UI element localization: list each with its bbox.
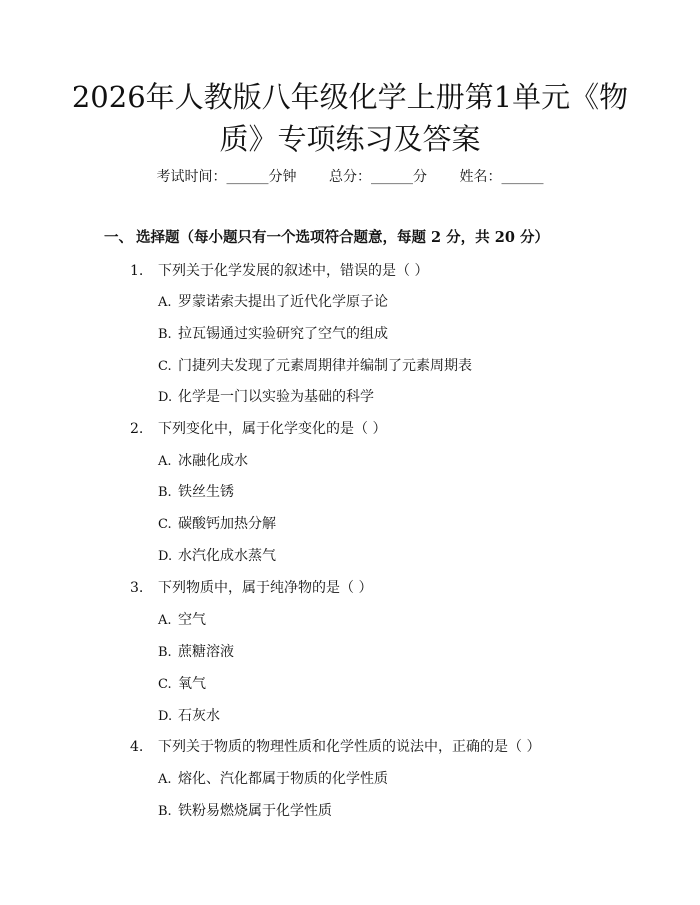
option-1c [158, 356, 472, 377]
section-title: 选择题（每小题只有一个选项符合题意，每题 2 分，共 20 分） [136, 229, 549, 246]
question-number: 4. [130, 739, 144, 755]
option-letter: A. [158, 454, 172, 469]
option-letter: D. [158, 549, 173, 564]
option-letter: B. [158, 804, 172, 819]
option-letter: C. [158, 359, 172, 374]
question-3 [130, 578, 372, 598]
option-letter: A. [158, 295, 172, 310]
option-text: 蔗糖溶液 [178, 644, 234, 660]
document-title [40, 76, 660, 160]
option-letter: D. [158, 390, 173, 405]
title-line-2: 质》专项练习及答案 [219, 122, 481, 156]
option-letter: C. [158, 677, 172, 692]
option-text: 氧气 [178, 676, 206, 692]
option-3b [158, 642, 234, 663]
option-text: 铁粉易燃烧属于化学性质 [178, 803, 332, 819]
question-2 [130, 419, 386, 439]
question-number: 1. [130, 263, 144, 279]
option-3d [158, 706, 220, 727]
question-text: 下列关于物质的物理性质和化学性质的说法中，正确的是（ ） [158, 739, 541, 755]
option-letter: A. [158, 613, 172, 628]
option-text: 熔化、汽化都属于物质的化学性质 [178, 771, 388, 787]
question-4 [130, 737, 540, 757]
option-1b [158, 324, 388, 345]
exam-name: 姓名：______ [459, 169, 544, 185]
option-text: 冰融化成水 [178, 453, 248, 469]
option-letter: B. [158, 485, 172, 500]
option-text: 罗蒙诺索夫提出了近代化学原子论 [178, 294, 388, 310]
exam-time: 考试时间：______分钟 [156, 169, 297, 185]
option-2c [158, 514, 276, 535]
question-number: 2. [130, 421, 144, 437]
question-1 [130, 261, 428, 281]
option-2a [158, 451, 248, 472]
option-text: 石灰水 [178, 708, 220, 724]
option-text: 门捷列夫发现了元素周期律并编制了元素周期表 [178, 358, 472, 374]
option-1a [158, 292, 388, 313]
option-2d [158, 546, 276, 567]
section-heading [104, 228, 549, 248]
option-text: 化学是一门以实验为基础的科学 [178, 389, 374, 405]
option-text: 拉瓦锡通过实验研究了空气的组成 [178, 326, 388, 342]
title-line-1: 2026年人教版八年级化学上册第1单元《物 [71, 80, 629, 114]
question-text: 下列关于化学发展的叙述中，错误的是（ ） [158, 263, 429, 279]
exam-score: 总分：______分 [329, 169, 427, 185]
option-letter: A. [158, 772, 172, 787]
option-text: 水汽化成水蒸气 [178, 548, 276, 564]
option-3a [158, 610, 206, 631]
option-4b [158, 801, 332, 822]
option-text: 碳酸钙加热分解 [178, 516, 276, 532]
option-text: 空气 [178, 612, 206, 628]
section-number: 一、 [104, 229, 133, 246]
option-2b [158, 482, 234, 503]
option-1d [158, 387, 374, 408]
option-letter: B. [158, 645, 172, 660]
option-letter: D. [158, 709, 173, 724]
exam-info [0, 167, 700, 187]
question-text: 下列变化中，属于化学变化的是（ ） [158, 421, 387, 437]
option-letter: B. [158, 327, 172, 342]
question-text: 下列物质中，属于纯净物的是（ ） [158, 580, 373, 596]
option-text: 铁丝生锈 [178, 484, 234, 500]
option-3c [158, 674, 206, 695]
option-letter: C. [158, 517, 172, 532]
question-number: 3. [130, 580, 144, 596]
option-4a [158, 769, 388, 790]
